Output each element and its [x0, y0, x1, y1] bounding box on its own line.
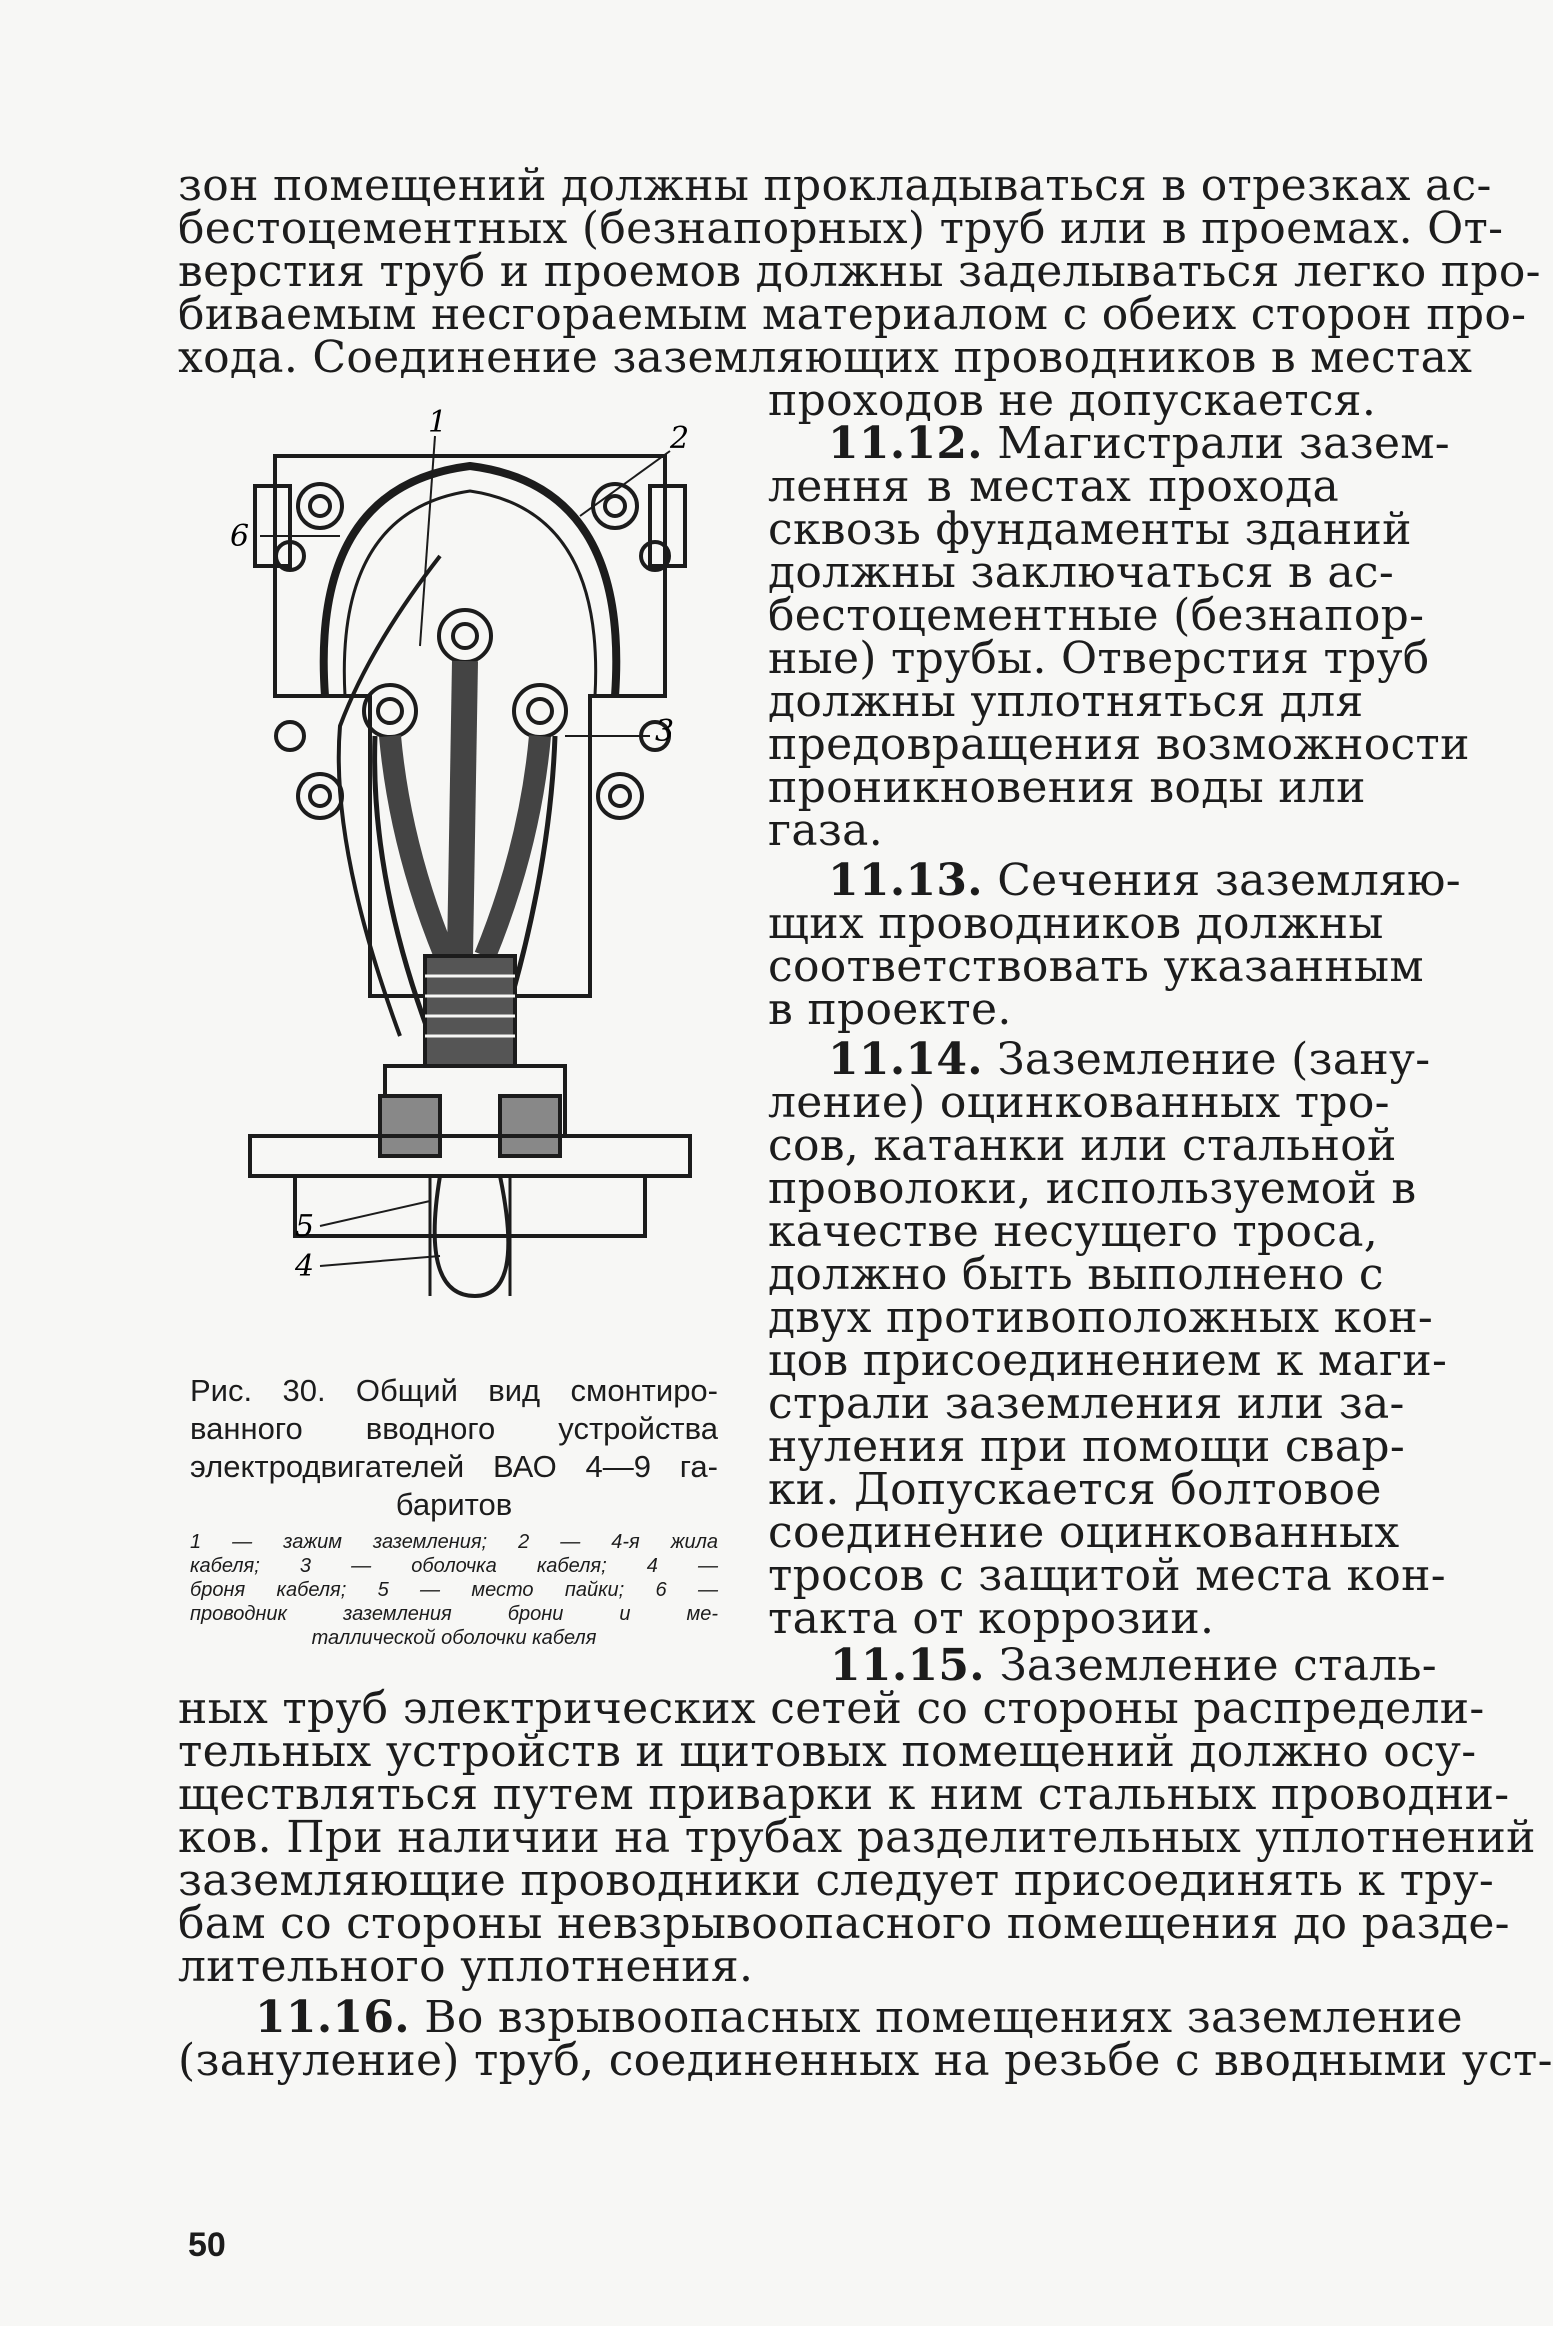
text-line: биваемым несгораемым материалом с обеих сторон про-: [178, 289, 1527, 340]
text-line: заземляющие проводники следует присоединять к тру-: [178, 1855, 1495, 1906]
text-line: ки. Допускается болтовое: [768, 1464, 1382, 1515]
legend-line: таллической оболочки кабеля: [311, 1627, 597, 1649]
text-line: проволоки, используемой в: [768, 1163, 1417, 1214]
text-line: газа.: [768, 805, 884, 856]
clause-number: 11.16.: [255, 1992, 410, 2043]
text-line: нуления при помощи свар-: [768, 1421, 1406, 1472]
text-line: предовращения возможности: [768, 719, 1470, 770]
text-line: зон помещений должны прокладываться в отрезках ас-: [178, 160, 1492, 211]
callout-1: 1: [428, 405, 448, 440]
text-line: двух противоположных кон-: [768, 1292, 1434, 1343]
legend-line: кабеля; 3 — оболочка кабеля; 4 —: [190, 1555, 718, 1577]
clause-number: 11.15.: [830, 1640, 985, 1691]
clause-text: Магистрали зазем-: [997, 418, 1450, 469]
text-line: тросов с защитой места кон-: [768, 1550, 1446, 1601]
callout-3: 3: [655, 714, 675, 749]
text-line: лення в местах прохода: [768, 461, 1339, 512]
clause-text: Во взрывоопасных помещениях заземление: [424, 1992, 1463, 2043]
legend-line: 1 — зажим заземления; 2 — 4-я жила: [190, 1531, 718, 1553]
clause-text: Заземление (зану-: [997, 1034, 1431, 1085]
text-line: страли заземления или за-: [768, 1378, 1405, 1429]
text-line: в проекте.: [768, 984, 1012, 1035]
clause-number: 11.12.: [828, 418, 983, 469]
text-line: сквозь фундаменты зданий: [768, 504, 1412, 555]
text-line: сов, катанки или стальной: [768, 1120, 1397, 1171]
text-line: щих проводников должны: [768, 898, 1384, 949]
text-line: должны заключаться в ас-: [768, 547, 1395, 598]
text-line: бам со стороны невзрывоопасного помещения до разде-: [178, 1898, 1510, 1949]
figure-drawing: [230, 396, 690, 1336]
legend-line: проводник заземления брони и ме-: [190, 1603, 718, 1625]
text-line: соединение оцинкованных: [768, 1507, 1400, 1558]
clause-number: 11.13.: [828, 855, 983, 906]
clause-text: Заземление сталь-: [999, 1640, 1437, 1691]
text-line: ные) трубы. Отверстия труб: [768, 633, 1430, 684]
caption-line: ванного вводного устройства: [190, 1411, 718, 1446]
text-line: ществляться путем приварки к ним стальных проводни-: [178, 1769, 1510, 1820]
text-line: цов присоединением к маги-: [768, 1335, 1448, 1386]
housing-flange-left: [255, 486, 290, 566]
callout-4: 4: [295, 1249, 315, 1284]
text-line: ков. При наличии на трубах разделительных уплотнений: [178, 1812, 1536, 1863]
legend-line: броня кабеля; 5 — место пайки; 6 —: [190, 1579, 718, 1601]
text-line: (зануление) труб, соединенных на резьбе с вводными уст-: [178, 2035, 1553, 2086]
text-line: проникновения воды или: [768, 762, 1366, 813]
text-line: качестве несущего троса,: [768, 1206, 1379, 1257]
text-line: бестоцементные (безнапор-: [768, 590, 1425, 641]
text-line: соответствовать указанным: [768, 941, 1424, 992]
clause-text: Сечения заземляю-: [997, 855, 1461, 906]
text-line: лительного уплотнения.: [178, 1941, 754, 1992]
text-line: должно быть выполнено с: [768, 1249, 1384, 1300]
clause-number: 11.14.: [828, 1034, 983, 1085]
caption-line: Рис. 30. Общий вид смонтиро-: [190, 1373, 718, 1408]
text-line: тельных устройств и щитовых помещений должно осу-: [178, 1726, 1477, 1777]
callout-6: 6: [230, 519, 250, 554]
text-line: хода. Соединение заземляющих проводников в местах: [178, 332, 1473, 383]
text-line: бестоцементных (безнапорных) труб или в проемах. От-: [178, 203, 1504, 254]
page-number: 50: [188, 2226, 226, 2264]
text-line: верстия труб и проемов должны заделываться легко про-: [178, 246, 1541, 297]
text-line: ных труб электрических сетей со стороны распредели-: [178, 1683, 1485, 1734]
text-line: такта от коррозии.: [768, 1593, 1215, 1644]
text-line: проходов не допускается.: [768, 375, 1377, 426]
callout-2: 2: [670, 421, 690, 456]
callout-5: 5: [295, 1209, 315, 1244]
caption-line: баритов: [395, 1487, 513, 1522]
caption-line: электродвигателей ВАО 4—9 га-: [190, 1449, 718, 1484]
text-line: ление) оцинкованных тро-: [768, 1077, 1390, 1128]
text-line: должны уплотняться для: [768, 676, 1364, 727]
